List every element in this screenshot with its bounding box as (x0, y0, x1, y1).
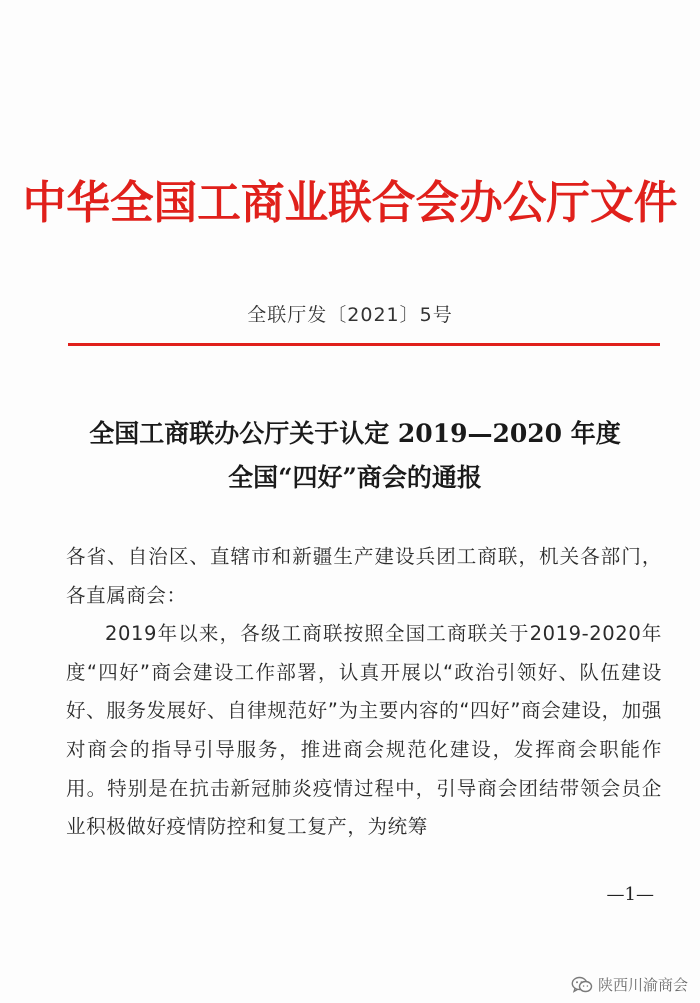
wechat-icon (571, 976, 593, 994)
document-header-title: 中华全国工商业联合会办公厅文件 (22, 176, 678, 229)
document-body (66, 538, 662, 847)
body-paragraph: 2019年以来，各级工商联按照全国工商联关于2019-2020年度“四好”商会建设工作部署，认真开展以“政治引领好、队伍建设好、服务发展好、自律规范好”为主要内容的“四好”商会建设，加强对商会的指导引导服务，推进商会规范化建设，发挥商会职能作用。特别是在抗击新冠肺炎疫情过程中，引导商会团结带领会员企业积极做好疫情防控和复工复产，为统筹 (66, 622, 662, 839)
document-number: 全联厅发〔2021〕5号 (247, 304, 453, 326)
document-title (40, 412, 670, 500)
title-line-2: 全国“四好”商会的通报 (228, 463, 482, 492)
red-divider-rule (68, 343, 660, 346)
watermark (571, 974, 688, 995)
salutation-paragraph: 各省、自治区、直辖市和新疆生产建设兵团工商联，机关各部门，各直属商会： (66, 545, 662, 607)
page-number: —1— (606, 884, 654, 905)
watermark-text: 陕西川渝商会 (597, 976, 688, 994)
title-line-1: 全国工商联办公厅关于认定 2019—2020 年度 (89, 419, 621, 448)
